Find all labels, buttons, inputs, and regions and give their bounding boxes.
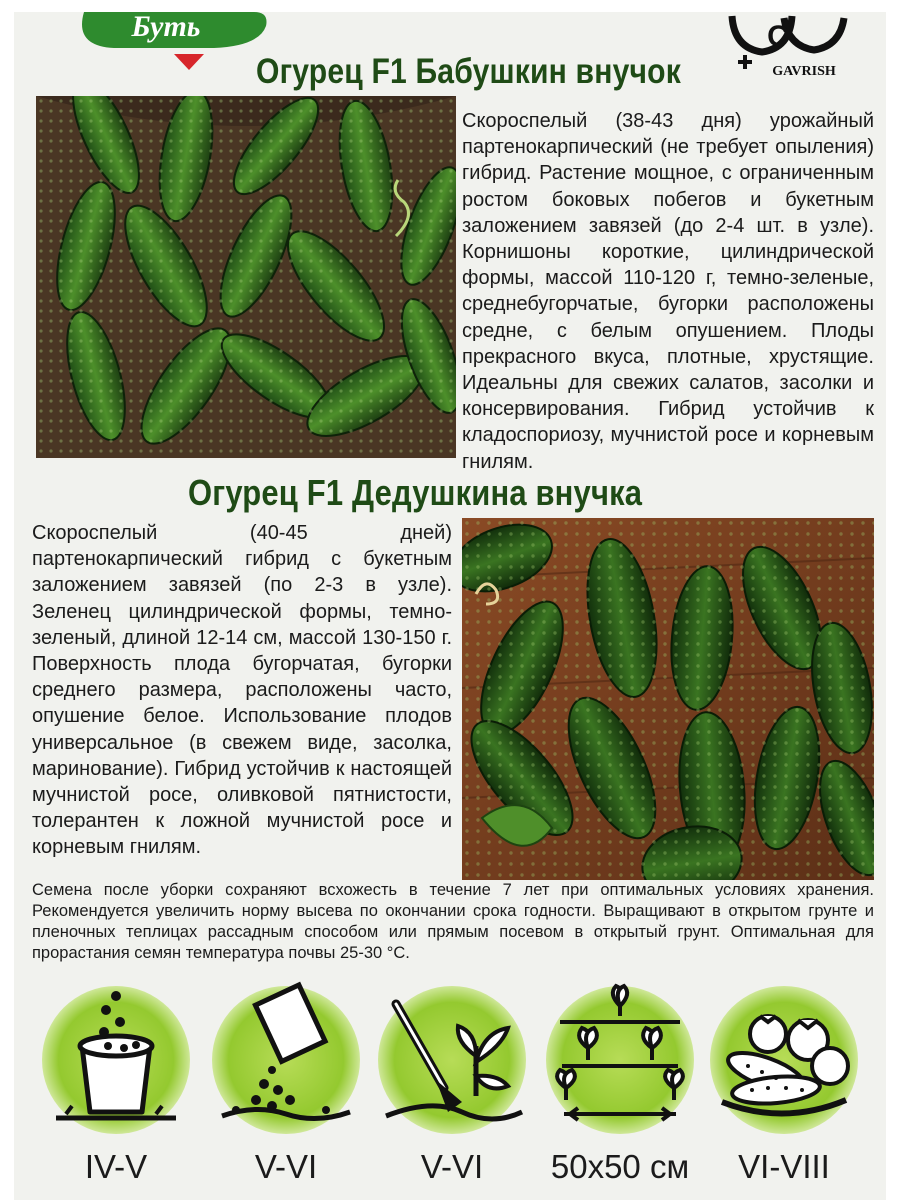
svg-text:С: С xyxy=(767,20,789,53)
stage-planting-scheme xyxy=(540,976,700,1196)
planting-scheme-icon xyxy=(540,976,700,1136)
variety1-title: Огурец F1 Бабушкин внучок xyxy=(256,52,681,91)
seed-packet-sowing-icon xyxy=(206,976,366,1136)
growing-stages xyxy=(14,976,886,1196)
stage-harvest xyxy=(704,976,864,1196)
variety2-title: Огурец F1 Дедушкина внучка xyxy=(188,472,643,513)
planting-trowel-icon xyxy=(372,976,532,1136)
svg-text:Буть: Буть xyxy=(131,12,201,43)
variety1-description: Скороспелый (38-43 дня) урожайный партенокарпический (не требует опыления) гибрид. Растение мощное, с ограниченным ростом боковых побегов и букетным заложением завязей (до 2-4 шт. в узле). Корнишоны короткие, цилиндрической формы, массой 110-120 г, темно-зеленые, среднебугорчатые, бугорки расположены средне, с белым опушением. Плоды прекрасного вкуса, плотные, хрустящие. Идеальны для свежих салатов, засолки и консервирования. Гибрид устойчив к кладоспориозу, мучнистой росе и корневым гнилям. xyxy=(462,110,874,473)
stage-direct-sowing xyxy=(206,976,366,1196)
stage-label: V-VI xyxy=(420,1148,484,1185)
brand-logo xyxy=(54,12,274,82)
seed-packet-back xyxy=(14,12,886,1200)
stage-label: V-VI xyxy=(254,1148,318,1185)
pot-sowing-icon xyxy=(36,976,196,1136)
stage-planting xyxy=(372,976,532,1196)
stage-label: VI-VIII xyxy=(738,1148,830,1185)
cucumbers-board-photo xyxy=(462,518,874,880)
svg-text:GAVRISH: GAVRISH xyxy=(772,64,836,79)
stage-label: IV-V xyxy=(84,1148,148,1185)
gavrish-logo xyxy=(714,14,864,90)
variety2-description: Скороспелый (40-45 дней) партенокарпический гибрид с букетным заложением завязей (по 2-3 в узле). Зеленец цилиндрической формы, темно-зеленый, длиной 12-14 см, массой 130-150 г. Поверхность плода бугорчатая, бугорки среднего размера, расположены часто, опушение белое. Использование плодов универсальное (в свежем виде, засолка, маринование). Гибрид устойчив к настоящей мучнистой росе, оливковой пятнистости, толерантен к ложной мучнистой росе и корневым гнилям. xyxy=(32,522,452,859)
harvest-vegetables-icon xyxy=(704,976,864,1136)
cucumbers-basket-photo xyxy=(36,96,456,458)
growing-info-text: Семена после уборки сохраняют всхожесть в течение 7 лет при оптимальных условиях хранения. Рекомендуется увеличить норму высева по окончании срока годности. Выращивают в открытом грунте и пленочных теплицах рассадным способом или прямым посевом в открытый грунт. Оптимальная для прорастания семян температура почвы 25-30 °С. xyxy=(32,881,874,962)
stage-sowing-pots xyxy=(36,976,196,1196)
stage-label: 50x50 см xyxy=(550,1148,690,1185)
